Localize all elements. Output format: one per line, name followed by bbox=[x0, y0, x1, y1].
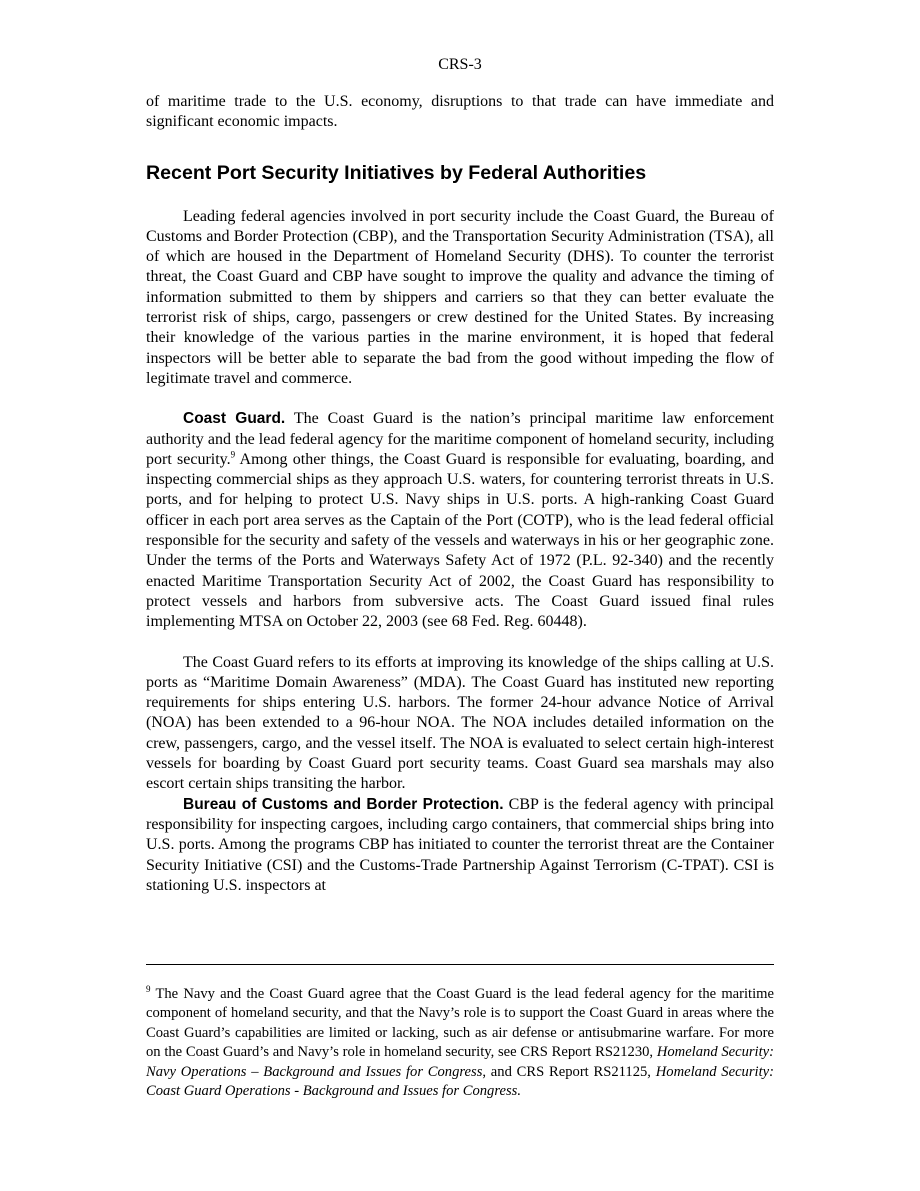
footnote-divider bbox=[146, 964, 774, 965]
page-number-header: CRS-3 bbox=[438, 56, 482, 73]
footnote bbox=[146, 985, 774, 1101]
cbp-heading: Bureau of Customs and Border Protection. bbox=[183, 795, 504, 813]
footnote-title-b: Homeland Security: Coast Guard Operations - Background and Issues for Congress. bbox=[146, 1063, 774, 1100]
section-paragraph: Leading federal agencies involved in port security include the Coast Guard, the Bureau of Customs and Border Protection (CBP), and the Transportation Security Administration (TSA), all of which are housed in the Department of Homeland Security (DHS). To counter the terrorist threat, the Coast Guard and CBP have sought to improve the quality and advance the timing of information submitted to them by shippers and carriers so that they can better evaluate the terrorist risk of ships, cargo, passengers or crew destined for the United States. By increasing their knowledge of the various parties in the marine environment, it is hoped that federal inspectors will be better able to separate the bad from the good without impeding the flow of legitimate travel and commerce. bbox=[146, 207, 774, 387]
coast-guard-text-a: The Coast Guard is the nation’s principal maritime law enforcement authority and the lead federal agency for the maritime component of homeland security, including port security. bbox=[146, 410, 775, 468]
footnote-number: 9 bbox=[146, 984, 151, 995]
document-body bbox=[146, 92, 774, 896]
coast-guard-heading: Coast Guard. bbox=[183, 410, 286, 428]
coast-guard-text-b: Among other things, the Coast Guard is responsible for evaluating, boarding, and inspecting commercial ships as they approach U.S. waters, for countering terrorist threats in U.S. ports, and for helping to protect U.S. Navy ships in U.S. ports. A high-ranking Coast Guard officer in each port area serves as the Captain of the Port (COTP), who is the lead federal official responsible for the security and safety of the vessels and waterways in his or her geographic zone. Under the terms of the Ports and Waterways Safety Act of 1972 (P.L. 92-340) and the recently enacted Maritime Transportation Security Act of 2002, the Coast Guard has responsibility to protect vessels and harbors from subversive acts. The Coast Guard issued final rules implementing MTSA on October 22, 2003 (see 68 Fed. Reg. 60448). bbox=[146, 450, 775, 631]
intro-paragraph: of maritime trade to the U.S. economy, disruptions to that trade can have immediate and significant economic impacts. bbox=[146, 93, 774, 131]
footnote-text-a: The Navy and the Coast Guard agree that the Coast Guard is the lead federal agency for the maritime component of homeland security, and that the Navy’s role is to support the Coast Guard in areas where the Coast Guard’s capabilities are limited or lacking, such as air defense or antisubmarine warfare. For more on the Coast Guard’s and Navy’s role in homeland security, see CRS Report RS21230, bbox=[146, 986, 774, 1061]
footnote-title-a: Homeland Security: Navy Operations – Background and Issues for Congress bbox=[146, 1044, 775, 1080]
coast-guard-paragraph bbox=[146, 409, 774, 632]
section-heading: Recent Port Security Initiatives by Federal Authorities bbox=[146, 161, 647, 184]
footnote-text-b: , and CRS Report RS21125, bbox=[482, 1063, 651, 1080]
mda-paragraph: The Coast Guard refers to its efforts at improving its knowledge of the ships calling at U.S. ports as “Maritime Domain Awareness” (MDA). The Coast Guard has instituted new reporting requirements for ships entering U.S. harbors. The former 24-hour advance Notice of Arrival (NOA) has been extended to a 96-hour NOA. The NOA includes detailed information on the crew, passengers, cargo, and the vessel itself. The NOA is evaluated to select certain high-interest vessels for boarding by Coast Guard port security teams. Coast Guard sea marshals may also escort certain ships transiting the harbor. bbox=[146, 653, 774, 793]
cbp-paragraph bbox=[146, 795, 774, 896]
cbp-text: CBP is the federal agency with principal responsibility for inspecting cargoes, including cargo containers, that commercial ships bring into U.S. ports. Among the programs CBP has initiated to counter the terrorist threat are the Container Security Initiative (CSI) and the Customs-Trade Partnership Against Terrorism (C-TPAT). CSI is stationing U.S. inspectors at bbox=[146, 795, 775, 894]
footnote-reference: 9 bbox=[230, 449, 236, 460]
